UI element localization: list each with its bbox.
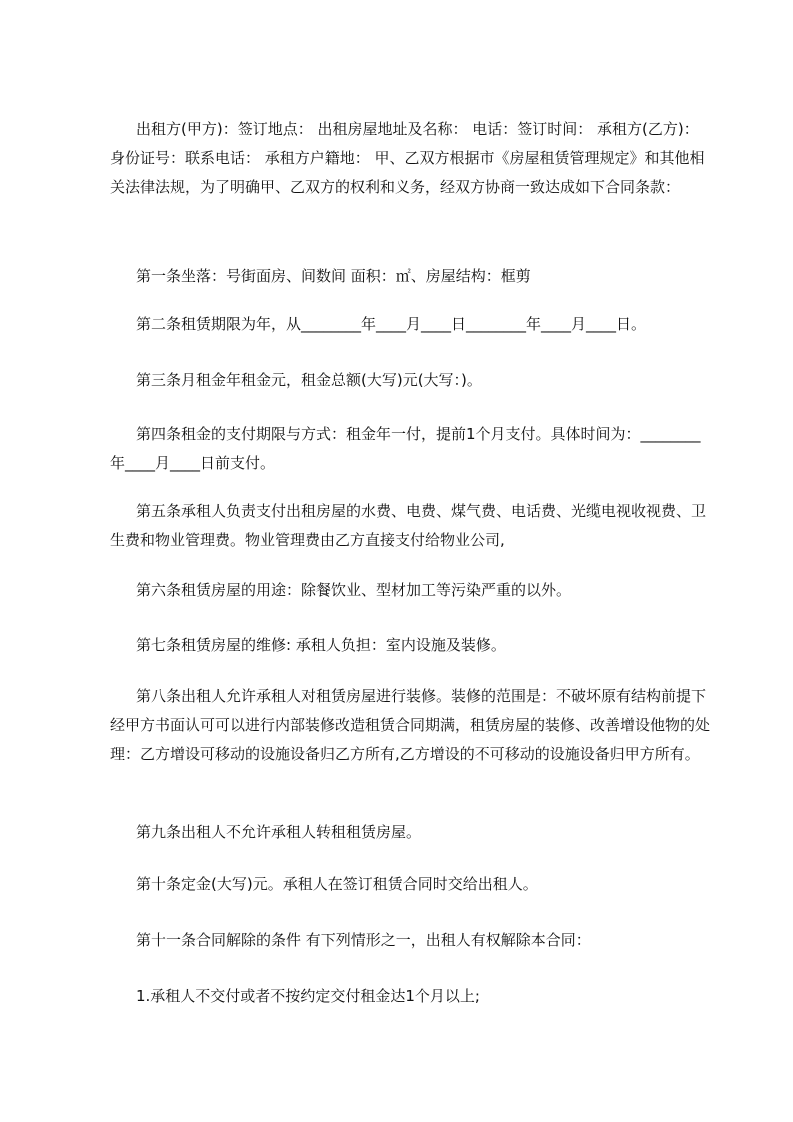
article-4: 第四条租金的支付期限与方式：租金年一付，提前1个月支付。具体时间为：________年____月____日前支付。 (110, 425, 701, 472)
article-3: 第三条月租金年租金元，租金总额(大写)元(大写：)。 (136, 371, 482, 389)
article-6: 第六条租赁房屋的用途：除餐饮业、型材加工等污染严重的以外。 (136, 581, 572, 599)
article-11-item-1: 1.承租人不交付或者不按约定交付租金达1个月以上; (136, 987, 480, 1005)
article-9: 第九条出租人不允许承租人转租租赁房屋。 (136, 823, 422, 841)
article-1: 第一条坐落：号街面房、间数间 面积：㎡、房屋结构：框剪 (136, 267, 531, 285)
article-8: 第八条出租人允许承租人对租赁房屋进行装修。装修的范围是：不破坏原有结构前提下经甲方书面认可可以进行内部装修改造租赁合同期满，租赁房屋的装修、改善增设他物的处理：乙方增设可移动的设施设备归乙方所有,乙方增设的不可移动的设施设备归甲方所有。 (110, 687, 711, 763)
article-7: 第七条租赁房屋的维修: 承租人负担：室内设施及装修。 (136, 636, 506, 654)
article-11: 第十一条合同解除的条件 有下列情形之一，出租人有权解除本合同： (136, 931, 591, 949)
article-10: 第十条定金(大写)元。承租人在签订租赁合同时交给出租人。 (136, 875, 538, 893)
contract-preamble: 出租方(甲方)：签订地点： 出租房屋地址及名称： 电话：签订时间： 承租方(乙方)： 身份证号：联系电话： 承租方户籍地： 甲、乙双方根据市《房屋租赁管理规定》和其他相关法律法规，为了明确甲、乙双方的权利和义务，经双方协商一致达成如下合同条款： (110, 120, 705, 196)
article-2: 第二条租赁期限为年，从________年____月____日________年____月____日。 (136, 315, 647, 333)
article-5: 第五条承租人负责支付出租房屋的水费、电费、煤气费、电话费、光缆电视收视费、卫生费和物业管理费。物业管理费由乙方直接支付给物业公司, (110, 502, 707, 549)
